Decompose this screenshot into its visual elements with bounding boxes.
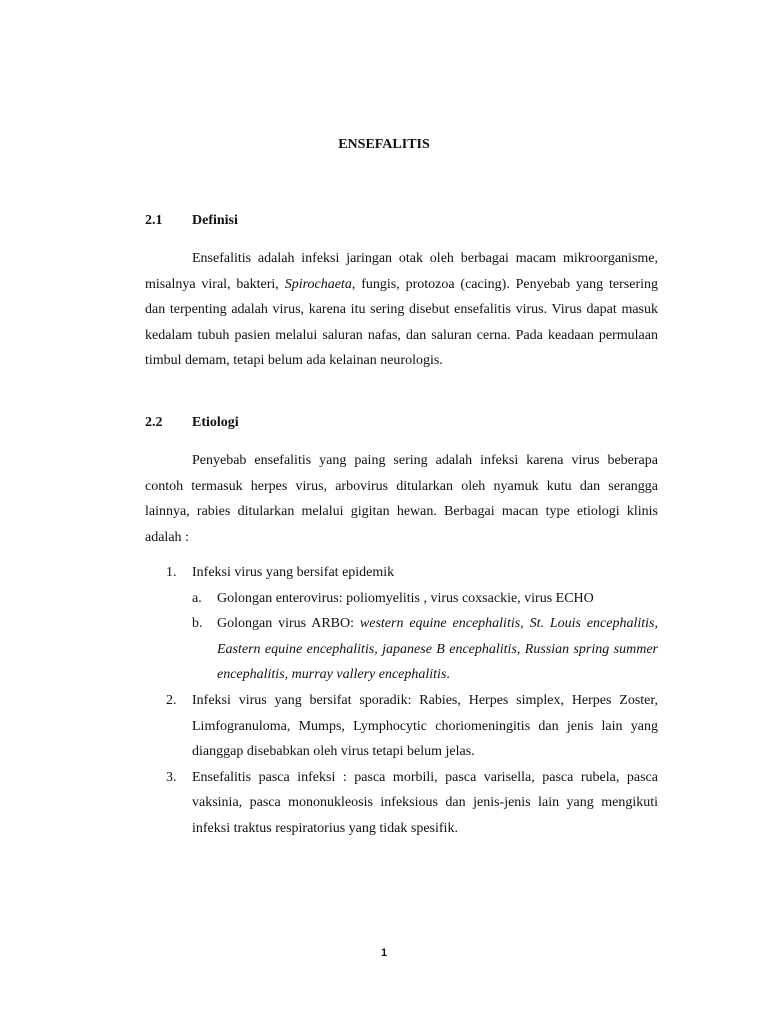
list-item-text: Ensefalitis pasca infeksi : pasca morbili, pasca varisella, pasca rubela, pasca vaksinia, pasca mononukleosis infeksious dan jenis-jenis lain yang mengikuti infeksi traktus respiratorius yang tidak spesifik. [192, 769, 658, 836]
list-item [145, 765, 658, 842]
sub-list-item [192, 586, 658, 612]
paragraph-text: Ensefalitis adalah infeksi jaringan otak oleh berbagai macam mikroorganisme, misalnya viral, bakteri, [145, 251, 658, 292]
page-number: 1 [380, 947, 388, 959]
sub-list-item-text-end: . [446, 667, 450, 683]
list-marker: 1. [166, 565, 177, 580]
section-number: 2.2 [145, 415, 163, 430]
sub-list-item-text: Golongan enterovirus: poliomyelitis , virus coxsackie, virus ECHO [217, 590, 594, 606]
list-item-text: Infeksi virus yang bersifat sporadik: Rabies, Herpes simplex, Herpes Zoster, Limfogranuloma, Mumps, Lymphocytic choriomeningitis dan jenis lain yang dianggap disebabkan oleh virus tetapi belum jelas. [192, 692, 658, 760]
sub-list-marker: a. [192, 590, 202, 606]
section-title: Definisi [192, 213, 238, 228]
list-marker: 3. [166, 769, 177, 785]
section-heading-definisi [145, 213, 238, 229]
list-item [145, 560, 658, 688]
sub-list-item-text: Golongan virus ARBO: [217, 616, 360, 632]
sub-list-item [192, 611, 658, 688]
etiology-list [145, 560, 658, 842]
section-number: 2.1 [145, 213, 163, 228]
sub-list-item-italic: western equine encephalitis, St. Louis encephalitis, Eastern equine encephalitis, japanese B encephalitis, Russian spring summer encephalitis, murray vallery encephalitis [217, 616, 658, 683]
list-item [145, 688, 658, 765]
sub-list [192, 586, 658, 688]
paragraph-text: , fungis, protozoa (cacing). Penyebab yang tersering dan terpenting adalah virus, karena itu sering disebut ensefalitis virus. Virus dapat masuk kedalam tubuh pasien melalui saluran nafas, dan saluran cerna. Pada keadaan permulaan timbul demam, tetapi belum ada kelainan neurologis. [145, 276, 658, 368]
paragraph-italic-term: Spirochaeta [284, 276, 352, 292]
list-item-text: Infeksi virus yang bersifat epidemik [192, 565, 395, 580]
paragraph-definisi [145, 246, 658, 374]
paragraph-etiologi: Penyebab ensefalitis yang paing sering adalah infeksi karena virus beberapa contoh termasuk herpes virus, arbovirus ditularkan oleh nyamuk kutu dan serangga lainnya, rabies ditularkan melalui gigitan hewan. Berbagai macan type etiologi klinis adalah : [145, 453, 658, 545]
section-heading-etiologi [145, 415, 239, 431]
page-title: ENSEFALITIS [338, 137, 430, 152]
list-marker: 2. [166, 692, 177, 708]
sub-list-marker: b. [192, 616, 203, 632]
section-title: Etiologi [192, 415, 239, 430]
